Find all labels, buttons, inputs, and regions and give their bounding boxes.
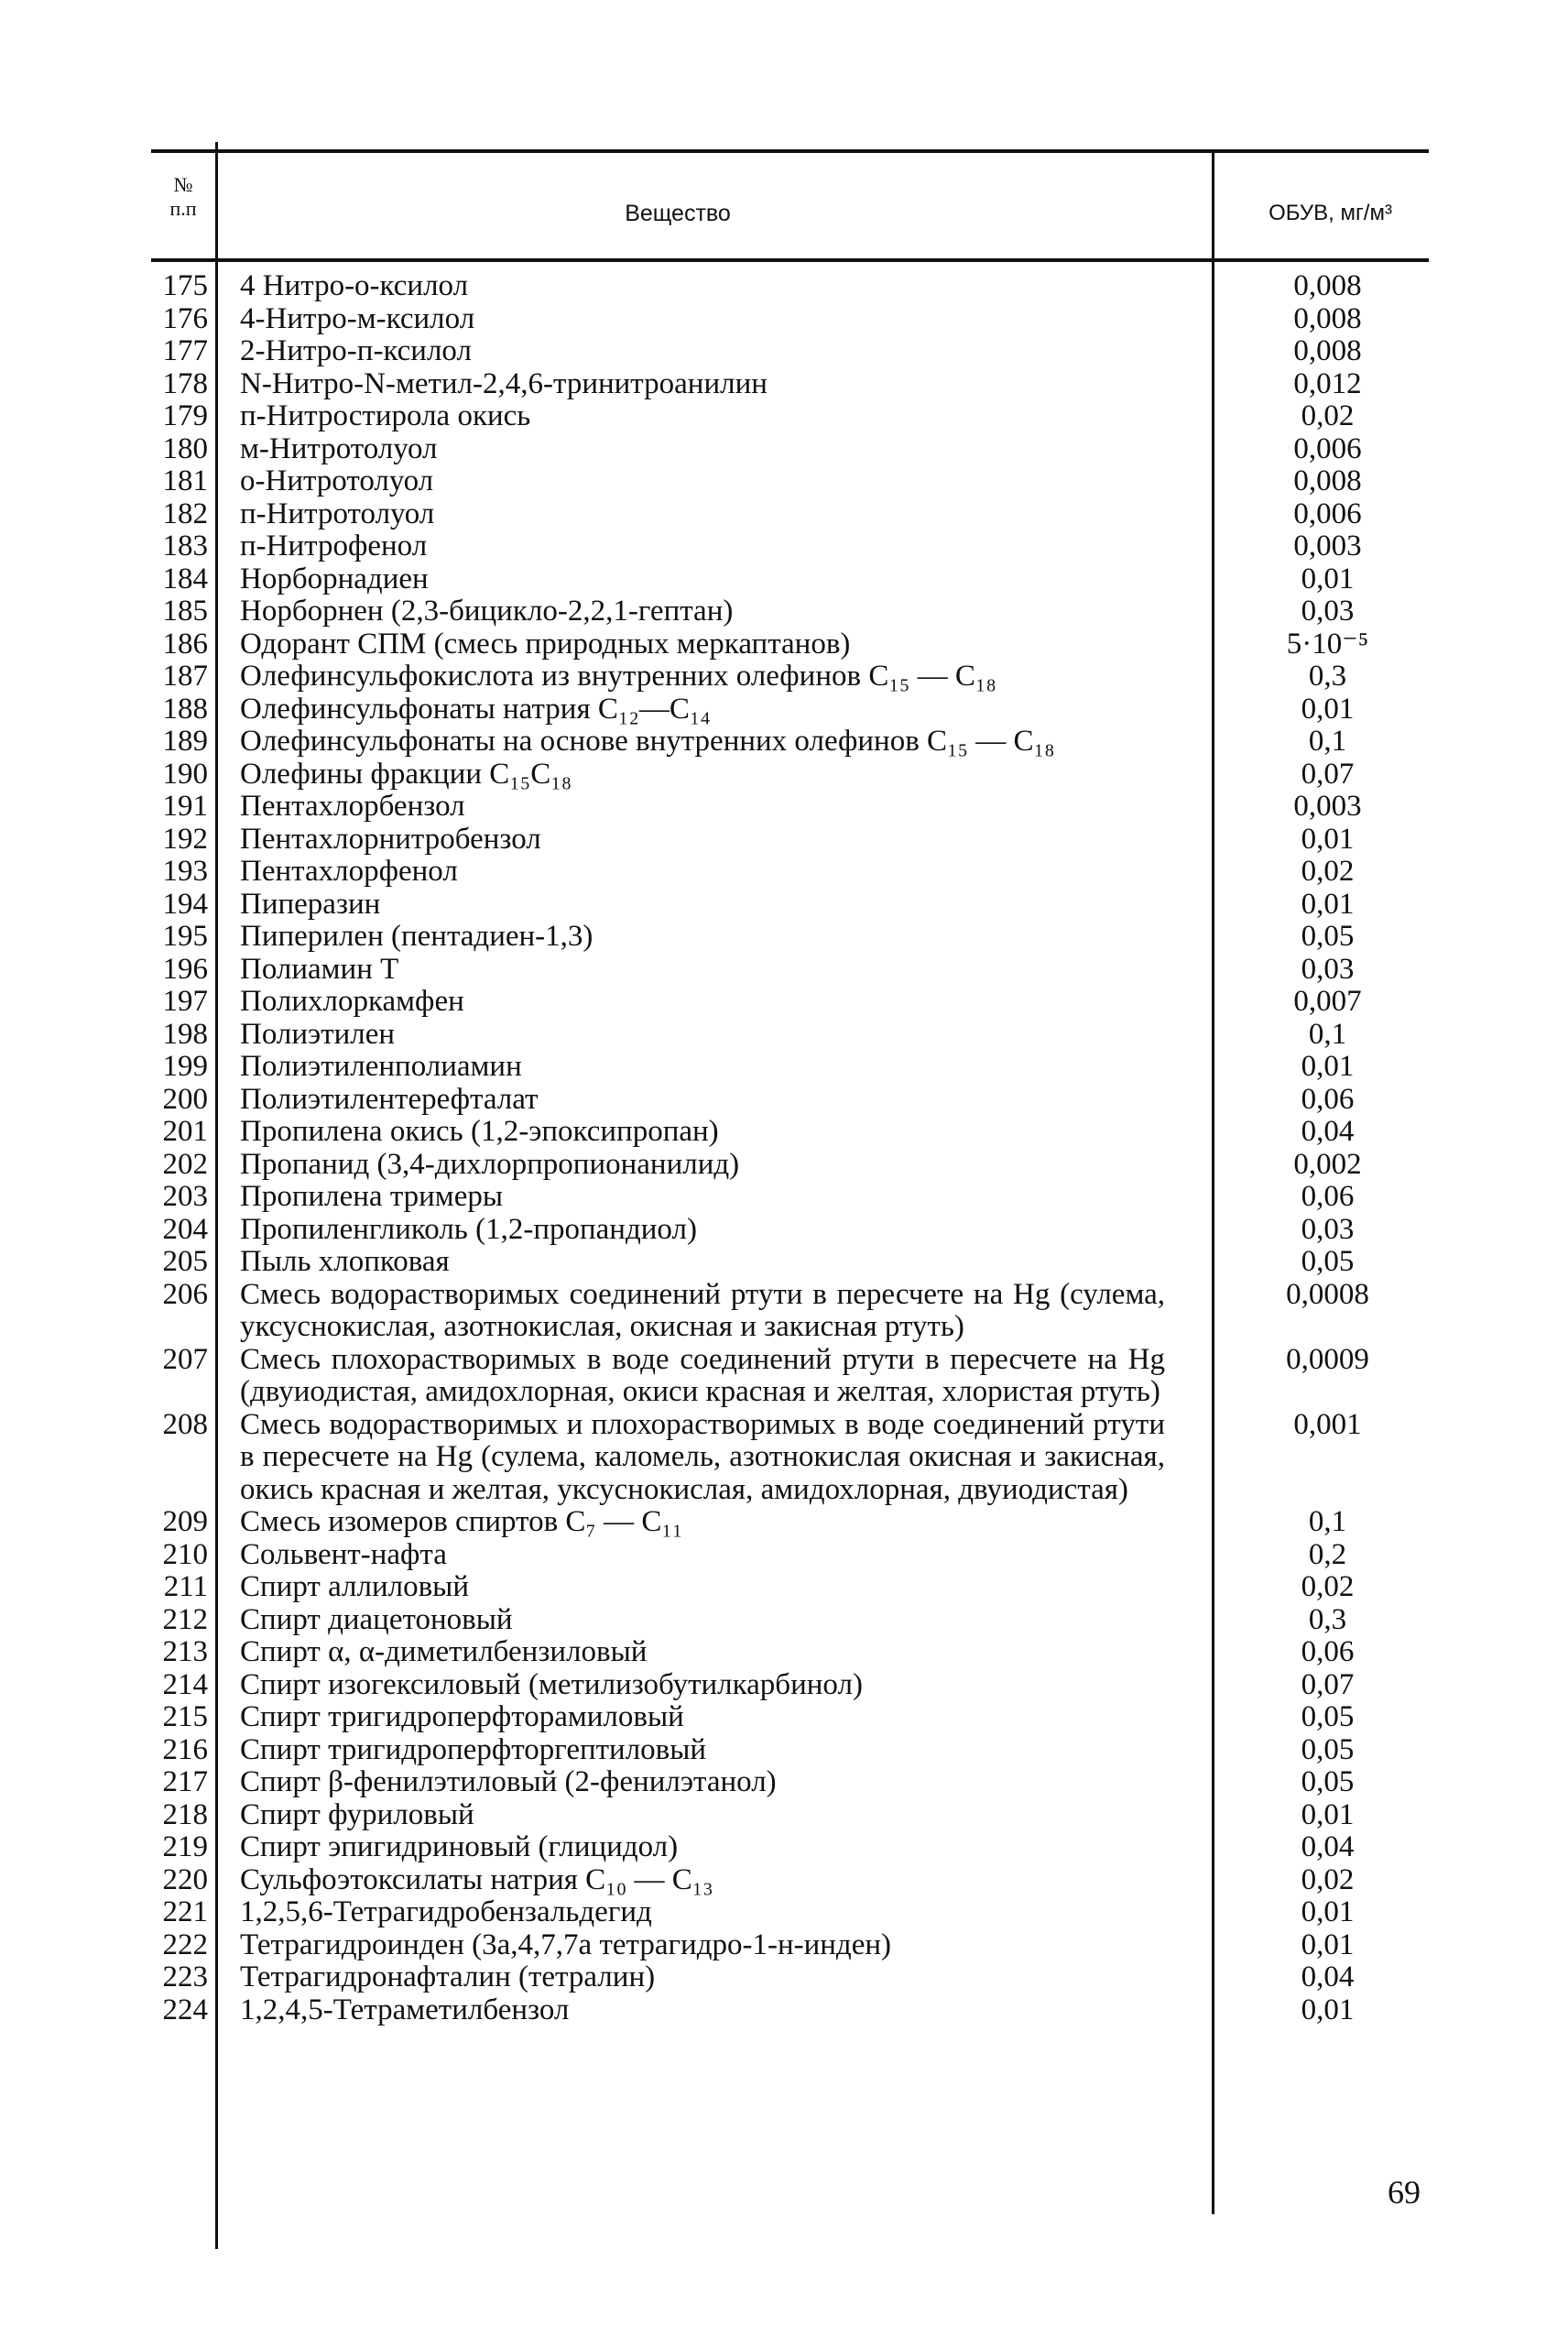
table-row xyxy=(151,1214,1429,1247)
obuv-value: 0,006 xyxy=(1293,431,1362,465)
table-row xyxy=(151,1149,1429,1182)
substance-name: 4 Нитро-о-ксилол xyxy=(240,269,469,302)
obuv-value: 0,06 xyxy=(1301,1635,1355,1668)
table-row xyxy=(151,856,1429,889)
obuv-value: 0,07 xyxy=(1301,1667,1355,1701)
obuv-value: 0,01 xyxy=(1301,1927,1355,1961)
row-number: 204 xyxy=(162,1212,208,1246)
substance-name: Полиамин Т xyxy=(240,952,399,986)
obuv-value: 0,03 xyxy=(1301,1212,1355,1246)
obuv-value: 0,008 xyxy=(1293,301,1362,335)
substance-name: п-Нитростирола окись xyxy=(240,399,531,432)
table-row xyxy=(151,270,1429,303)
table-row xyxy=(151,1506,1429,1539)
table-row xyxy=(151,628,1429,661)
substance-name: Пиперазин xyxy=(240,887,381,921)
row-number: 216 xyxy=(162,1732,208,1766)
substance-name: п-Нитротолуол xyxy=(240,497,435,530)
substance-name: Спирт тригидроперфторгептиловый xyxy=(240,1732,707,1766)
substance-name: Спирт фуриловый xyxy=(240,1797,474,1831)
table-row xyxy=(151,1181,1429,1214)
row-number: 212 xyxy=(162,1602,208,1636)
row-number: 206 xyxy=(162,1277,208,1311)
table-row xyxy=(151,1831,1429,1864)
row-number: 177 xyxy=(162,334,208,367)
substance-name: 1,2,4,5-Тетраметилбензол xyxy=(240,1993,570,2026)
substance-name: Пропилена окись (1,2-эпоксипропан) xyxy=(240,1115,719,1148)
substance-name: Тетрагидроинден (3а,4,7,7а тетрагидро-1-н-инден) xyxy=(240,1927,892,1961)
row-number: 197 xyxy=(162,985,208,1018)
substance-name: п-Нитрофенол xyxy=(240,530,428,562)
table-row xyxy=(151,661,1429,693)
substance-name: Олефинсульфонаты на основе внутренних олефинов C₁₅ — C₁₈ xyxy=(240,725,1055,758)
row-number: 201 xyxy=(162,1115,208,1148)
substance-name: Смесь водорастворимых соединений ртути в пересчете на Hg (сулема, уксуснокислая, азотнокислая, окисная и закисная ртуть) xyxy=(240,1277,1165,1343)
row-number: 195 xyxy=(162,920,208,953)
substance-name: Норборнадиен xyxy=(240,562,429,595)
row-number: 179 xyxy=(162,399,208,432)
row-number: 189 xyxy=(162,725,208,758)
substance-name: Спирт тригидроперфторамиловый xyxy=(240,1700,684,1733)
substance-name: Полиэтилентерефталат xyxy=(240,1082,539,1116)
header-substance: Вещество xyxy=(625,201,731,226)
column-divider-right xyxy=(1212,153,1214,2214)
row-number: 190 xyxy=(162,757,208,791)
row-number: 224 xyxy=(162,1993,208,2026)
table-row xyxy=(151,1409,1429,1507)
table-row xyxy=(151,1799,1429,1832)
obuv-value: 0,03 xyxy=(1301,595,1355,628)
substance-name: Спирт изогексиловый (метилизобутилкарбинол) xyxy=(240,1667,863,1701)
table-row xyxy=(151,1994,1429,2027)
substance-name: Пропанид (3,4-дихлорпропионанилид) xyxy=(240,1147,740,1181)
obuv-value: 0,04 xyxy=(1301,1830,1355,1863)
substance-name: Спирт эпигидриновый (глицидол) xyxy=(240,1830,679,1863)
substance-name: о-Нитротолуол xyxy=(240,464,434,497)
row-number: 218 xyxy=(162,1797,208,1831)
obuv-value: 0,05 xyxy=(1301,1700,1355,1733)
substance-name: Сульфоэтоксилаты натрия C₁₀ — C₁₃ xyxy=(240,1862,713,1896)
obuv-value: 0,07 xyxy=(1301,757,1355,791)
table-row xyxy=(151,433,1429,466)
obuv-value: 0,05 xyxy=(1301,1245,1355,1278)
row-number: 221 xyxy=(162,1895,208,1928)
substance-name: Тетрагидронафталин (тетралин) xyxy=(240,1960,656,1993)
substance-name: Смесь плохорастворимых в воде соединений ртути в пересчете на Hg (двуиодистая, амидохлорная, окиси красная и желтая, хлористая ртуть) xyxy=(240,1342,1165,1408)
substance-name: Спирт аллиловый xyxy=(240,1570,469,1603)
table-row xyxy=(151,693,1429,726)
table-row xyxy=(151,1734,1429,1767)
obuv-value: 0,01 xyxy=(1301,562,1355,595)
substance-name: Спирт диацетоновый xyxy=(240,1602,513,1636)
obuv-value: 0,3 xyxy=(1308,1602,1347,1636)
obuv-value: 0,02 xyxy=(1301,1570,1355,1603)
obuv-value: 0,007 xyxy=(1293,985,1362,1018)
obuv-value: 0,008 xyxy=(1293,464,1362,497)
substance-table xyxy=(151,149,1429,2026)
substance-name: Пропилена тримеры xyxy=(240,1180,504,1213)
obuv-value: 0,1 xyxy=(1308,725,1347,758)
obuv-value: 0,02 xyxy=(1301,1862,1355,1896)
row-number: 185 xyxy=(162,595,208,628)
row-number: 191 xyxy=(162,790,208,823)
obuv-value: 0,012 xyxy=(1293,366,1362,400)
obuv-value: 0,006 xyxy=(1293,497,1362,530)
substance-name: Олефинсульфокислота из внутренних олефинов C₁₅ — C₁₈ xyxy=(240,660,996,693)
obuv-value: 0,05 xyxy=(1301,1765,1355,1798)
table-row xyxy=(151,824,1429,857)
table-row xyxy=(151,1929,1429,1962)
substance-name: Полихлоркамфен xyxy=(240,985,464,1018)
row-number: 211 xyxy=(163,1570,208,1603)
table-row xyxy=(151,1961,1429,1994)
obuv-value: 0,0009 xyxy=(1286,1342,1369,1376)
table-row xyxy=(151,465,1429,498)
row-number: 222 xyxy=(162,1927,208,1961)
obuv-value: 0,04 xyxy=(1301,1115,1355,1148)
row-number: 181 xyxy=(162,464,208,497)
row-number: 175 xyxy=(162,269,208,302)
row-number: 207 xyxy=(162,1342,208,1376)
obuv-value: 5·10⁻⁵ xyxy=(1286,627,1369,661)
row-number: 187 xyxy=(162,660,208,693)
obuv-value: 0,02 xyxy=(1301,855,1355,888)
substance-name: 1,2,5,6-Тетрагидробензальдегид xyxy=(240,1895,652,1928)
obuv-value: 0,008 xyxy=(1293,269,1362,302)
table-row xyxy=(151,1279,1429,1344)
substance-name: 2-Нитро-п-ксилол xyxy=(240,334,472,367)
table-row xyxy=(151,595,1429,628)
table-row xyxy=(151,368,1429,401)
table-row xyxy=(151,303,1429,336)
row-number: 176 xyxy=(162,301,208,335)
table-row xyxy=(151,335,1429,368)
table-header xyxy=(151,153,1429,262)
substance-name: Пыль хлопковая xyxy=(240,1245,450,1278)
obuv-value: 0,008 xyxy=(1293,334,1362,367)
row-number: 203 xyxy=(162,1180,208,1213)
table-row xyxy=(151,1084,1429,1117)
row-number: 178 xyxy=(162,366,208,400)
table-row xyxy=(151,1701,1429,1734)
row-number: 193 xyxy=(162,855,208,888)
row-number: 210 xyxy=(162,1537,208,1571)
obuv-value: 0,01 xyxy=(1301,1895,1355,1928)
obuv-value: 0,01 xyxy=(1301,692,1355,726)
table-row xyxy=(151,563,1429,596)
obuv-value: 0,0008 xyxy=(1286,1277,1369,1311)
substance-name: Олефинсульфонаты натрия C₁₂—C₁₄ xyxy=(240,692,711,726)
header-number: № п.п xyxy=(169,173,197,220)
table-row xyxy=(151,1539,1429,1572)
obuv-value: 0,05 xyxy=(1301,1732,1355,1766)
row-number: 199 xyxy=(162,1050,208,1083)
row-number: 194 xyxy=(162,887,208,921)
table-row xyxy=(151,1766,1429,1799)
table-row xyxy=(151,530,1429,563)
substance-name: Спирт β-фенилэтиловый (2-фенилэтанол) xyxy=(240,1765,777,1798)
substance-name: 4-Нитро-м-ксилол xyxy=(240,301,475,335)
substance-name: Спирт α, α-диметилбензиловый xyxy=(240,1635,648,1668)
row-number: 209 xyxy=(162,1505,208,1538)
obuv-value: 0,01 xyxy=(1301,1050,1355,1083)
table-row xyxy=(151,791,1429,824)
table-row xyxy=(151,1669,1429,1702)
substance-name: Пентахлорбензол xyxy=(240,790,465,823)
substance-name: Пентахлорфенол xyxy=(240,855,458,888)
substance-name: Полиэтилен xyxy=(240,1017,396,1051)
obuv-value: 0,1 xyxy=(1308,1505,1347,1538)
obuv-value: 0,1 xyxy=(1308,1017,1347,1051)
row-number: 220 xyxy=(162,1862,208,1896)
row-number: 223 xyxy=(162,1960,208,1993)
obuv-value: 0,002 xyxy=(1293,1147,1362,1181)
row-number: 219 xyxy=(162,1830,208,1863)
row-number: 186 xyxy=(162,627,208,661)
obuv-value: 0,001 xyxy=(1293,1407,1362,1441)
substance-name: Смесь изомеров спиртов C₇ — C₁₁ xyxy=(240,1505,683,1538)
obuv-value: 0,04 xyxy=(1301,1960,1355,1993)
substance-name: Пентахлорнитробензол xyxy=(240,822,541,856)
row-number: 208 xyxy=(162,1407,208,1441)
row-number: 217 xyxy=(162,1765,208,1798)
row-number: 215 xyxy=(162,1700,208,1733)
substance-name: Олефины фракции C₁₅C₁₈ xyxy=(240,757,572,791)
row-number: 205 xyxy=(162,1245,208,1278)
substance-name: м-Нитротолуол xyxy=(240,431,438,465)
table-row xyxy=(151,1344,1429,1409)
substance-name: Сольвент-нафта xyxy=(240,1537,447,1571)
obuv-value: 0,06 xyxy=(1301,1082,1355,1116)
substance-name: N-Нитро-N-метил-2,4,6-тринитроанилин xyxy=(240,366,768,400)
substance-name: Пиперилен (пентадиен-1,3) xyxy=(240,920,593,953)
obuv-value: 0,2 xyxy=(1308,1537,1347,1571)
table-body xyxy=(151,262,1429,2026)
table-row xyxy=(151,1864,1429,1897)
obuv-value: 0,06 xyxy=(1301,1180,1355,1213)
obuv-value: 0,01 xyxy=(1301,1797,1355,1831)
table-row xyxy=(151,1019,1429,1052)
table-row xyxy=(151,1571,1429,1604)
obuv-value: 0,05 xyxy=(1301,920,1355,953)
obuv-value: 0,01 xyxy=(1301,887,1355,921)
row-number: 196 xyxy=(162,952,208,986)
substance-name: Норборнен (2,3-бицикло-2,2,1-гептан) xyxy=(240,595,734,628)
row-number: 214 xyxy=(162,1667,208,1701)
table-row xyxy=(151,1636,1429,1669)
obuv-value: 0,003 xyxy=(1293,790,1362,823)
row-number: 188 xyxy=(162,692,208,726)
substance-name: Полиэтиленполиамин xyxy=(240,1050,522,1083)
obuv-value: 0,01 xyxy=(1301,1993,1355,2026)
row-number: 182 xyxy=(162,497,208,530)
row-number: 200 xyxy=(162,1082,208,1116)
obuv-value: 0,01 xyxy=(1301,822,1355,856)
table-row xyxy=(151,954,1429,987)
row-number: 192 xyxy=(162,822,208,856)
table-row xyxy=(151,726,1429,759)
row-number: 198 xyxy=(162,1017,208,1051)
table-row xyxy=(151,400,1429,433)
table-row xyxy=(151,1246,1429,1279)
table-row xyxy=(151,498,1429,531)
obuv-value: 0,003 xyxy=(1293,530,1362,562)
row-number: 213 xyxy=(162,1635,208,1668)
row-number: 184 xyxy=(162,562,208,595)
substance-name: Одорант СПМ (смесь природных меркаптанов) xyxy=(240,627,851,661)
table-row xyxy=(151,1604,1429,1637)
header-value: ОБУВ, мг/м³ xyxy=(1269,201,1392,225)
page-number: 69 xyxy=(1388,2174,1421,2211)
table-row xyxy=(151,889,1429,922)
table-row xyxy=(151,986,1429,1019)
obuv-value: 0,3 xyxy=(1308,660,1347,693)
substance-name: Пропиленгликоль (1,2-пропандиол) xyxy=(240,1212,697,1246)
obuv-value: 0,02 xyxy=(1301,399,1355,432)
table-row xyxy=(151,759,1429,792)
table-row xyxy=(151,1051,1429,1084)
table-row xyxy=(151,1116,1429,1149)
obuv-value: 0,03 xyxy=(1301,952,1355,986)
column-divider-left xyxy=(215,142,218,2249)
row-number: 183 xyxy=(162,530,208,562)
row-number: 180 xyxy=(162,431,208,465)
table-row xyxy=(151,921,1429,954)
table-row xyxy=(151,1896,1429,1929)
row-number: 202 xyxy=(162,1147,208,1181)
substance-name: Смесь водорастворимых и плохорастворимых в воде соединений ртути в пересчете на Hg (сулема, каломель, азотнокислая окисная и закисная, окись красная и желтая, уксуснокислая, амидохлорная, двуиодистая) xyxy=(240,1407,1165,1506)
